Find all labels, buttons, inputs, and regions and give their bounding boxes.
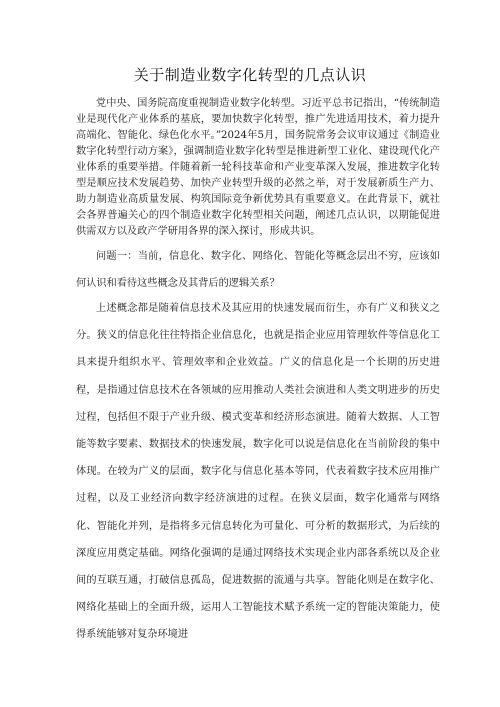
question-paragraph: 问题一：当前，信息化、数字化、网络化、智能化等概念层出不穷，应该如何认识和看待这些概念及其背后的逻辑关系？ xyxy=(76,251,440,289)
intro-paragraph: 党中央、国务院高度重视制造业数字化转型。习近平总书记指出，“传统制造业是现代化产业体系的基底，要加快数字化转型，推广先进适用技术，着力提升高端化、智能化、绿色化水平。”2024年5月，国务院常务会议审议通过《制造业数字化转型行动方案》，强调制造业数字化转型是推进新型工业化、建设现代化产业体系的重要举措。伴随着新一轮科技革命和产业变革深入发展，推进数字化转型是顺应技术发展趋势、加快产业转型升级的必然之举，对于发展新质生产力、助力制造业高质量发展、构筑国际竞争新优势具有重要意义。在此背景下，就社会各界普遍关心的四个制造业数字化转型相关问题，阐述几点认识，以期能促进供需双方以及政产学研用各界的深入探讨，形成共识。 xyxy=(76,98,440,237)
answer-paragraph: 上述概念都是随着信息技术及其应用的快速发展而衍生，亦有广义和狭义之分。狭义的信息化往往特指企业信息化，也就是指企业应用管理软件等信息化工具来提升组织水平、管理效率和企业效益。广义的信息化是一个长期的历史进程，是指通过信息技术在各领域的应用推动人类社会演进和人类文明进步的历史过程，包括但不限于产业升级、模式变革和经济形态演进。随着大数据、人工智能等数字要素、数据技术的快速发展，数字化可以说是信息化在当前阶段的集中体现。在较为广义的层面，数字化与信息化基本等同，代表着数字技术应用推广过程，以及工业经济向数字经济演进的过程。在狭义层面，数字化通常与网络化、智能化并列，是指将多元信息转化为可量化、可分析的数据形式，为后续的深度应用奠定基础。网络化强调的是通过网络技术实现企业内部各系统以及企业间的互联互通，打破信息孤岛，促进数据的流通与共享。智能化则是在数字化、网络化基础上的全面升级，运用人工智能技术赋予系统一定的智能决策能力，使得系统能够对复杂环境进 xyxy=(76,303,440,641)
document-title: 关于制造业数字化转型的几点认识 xyxy=(133,66,367,84)
